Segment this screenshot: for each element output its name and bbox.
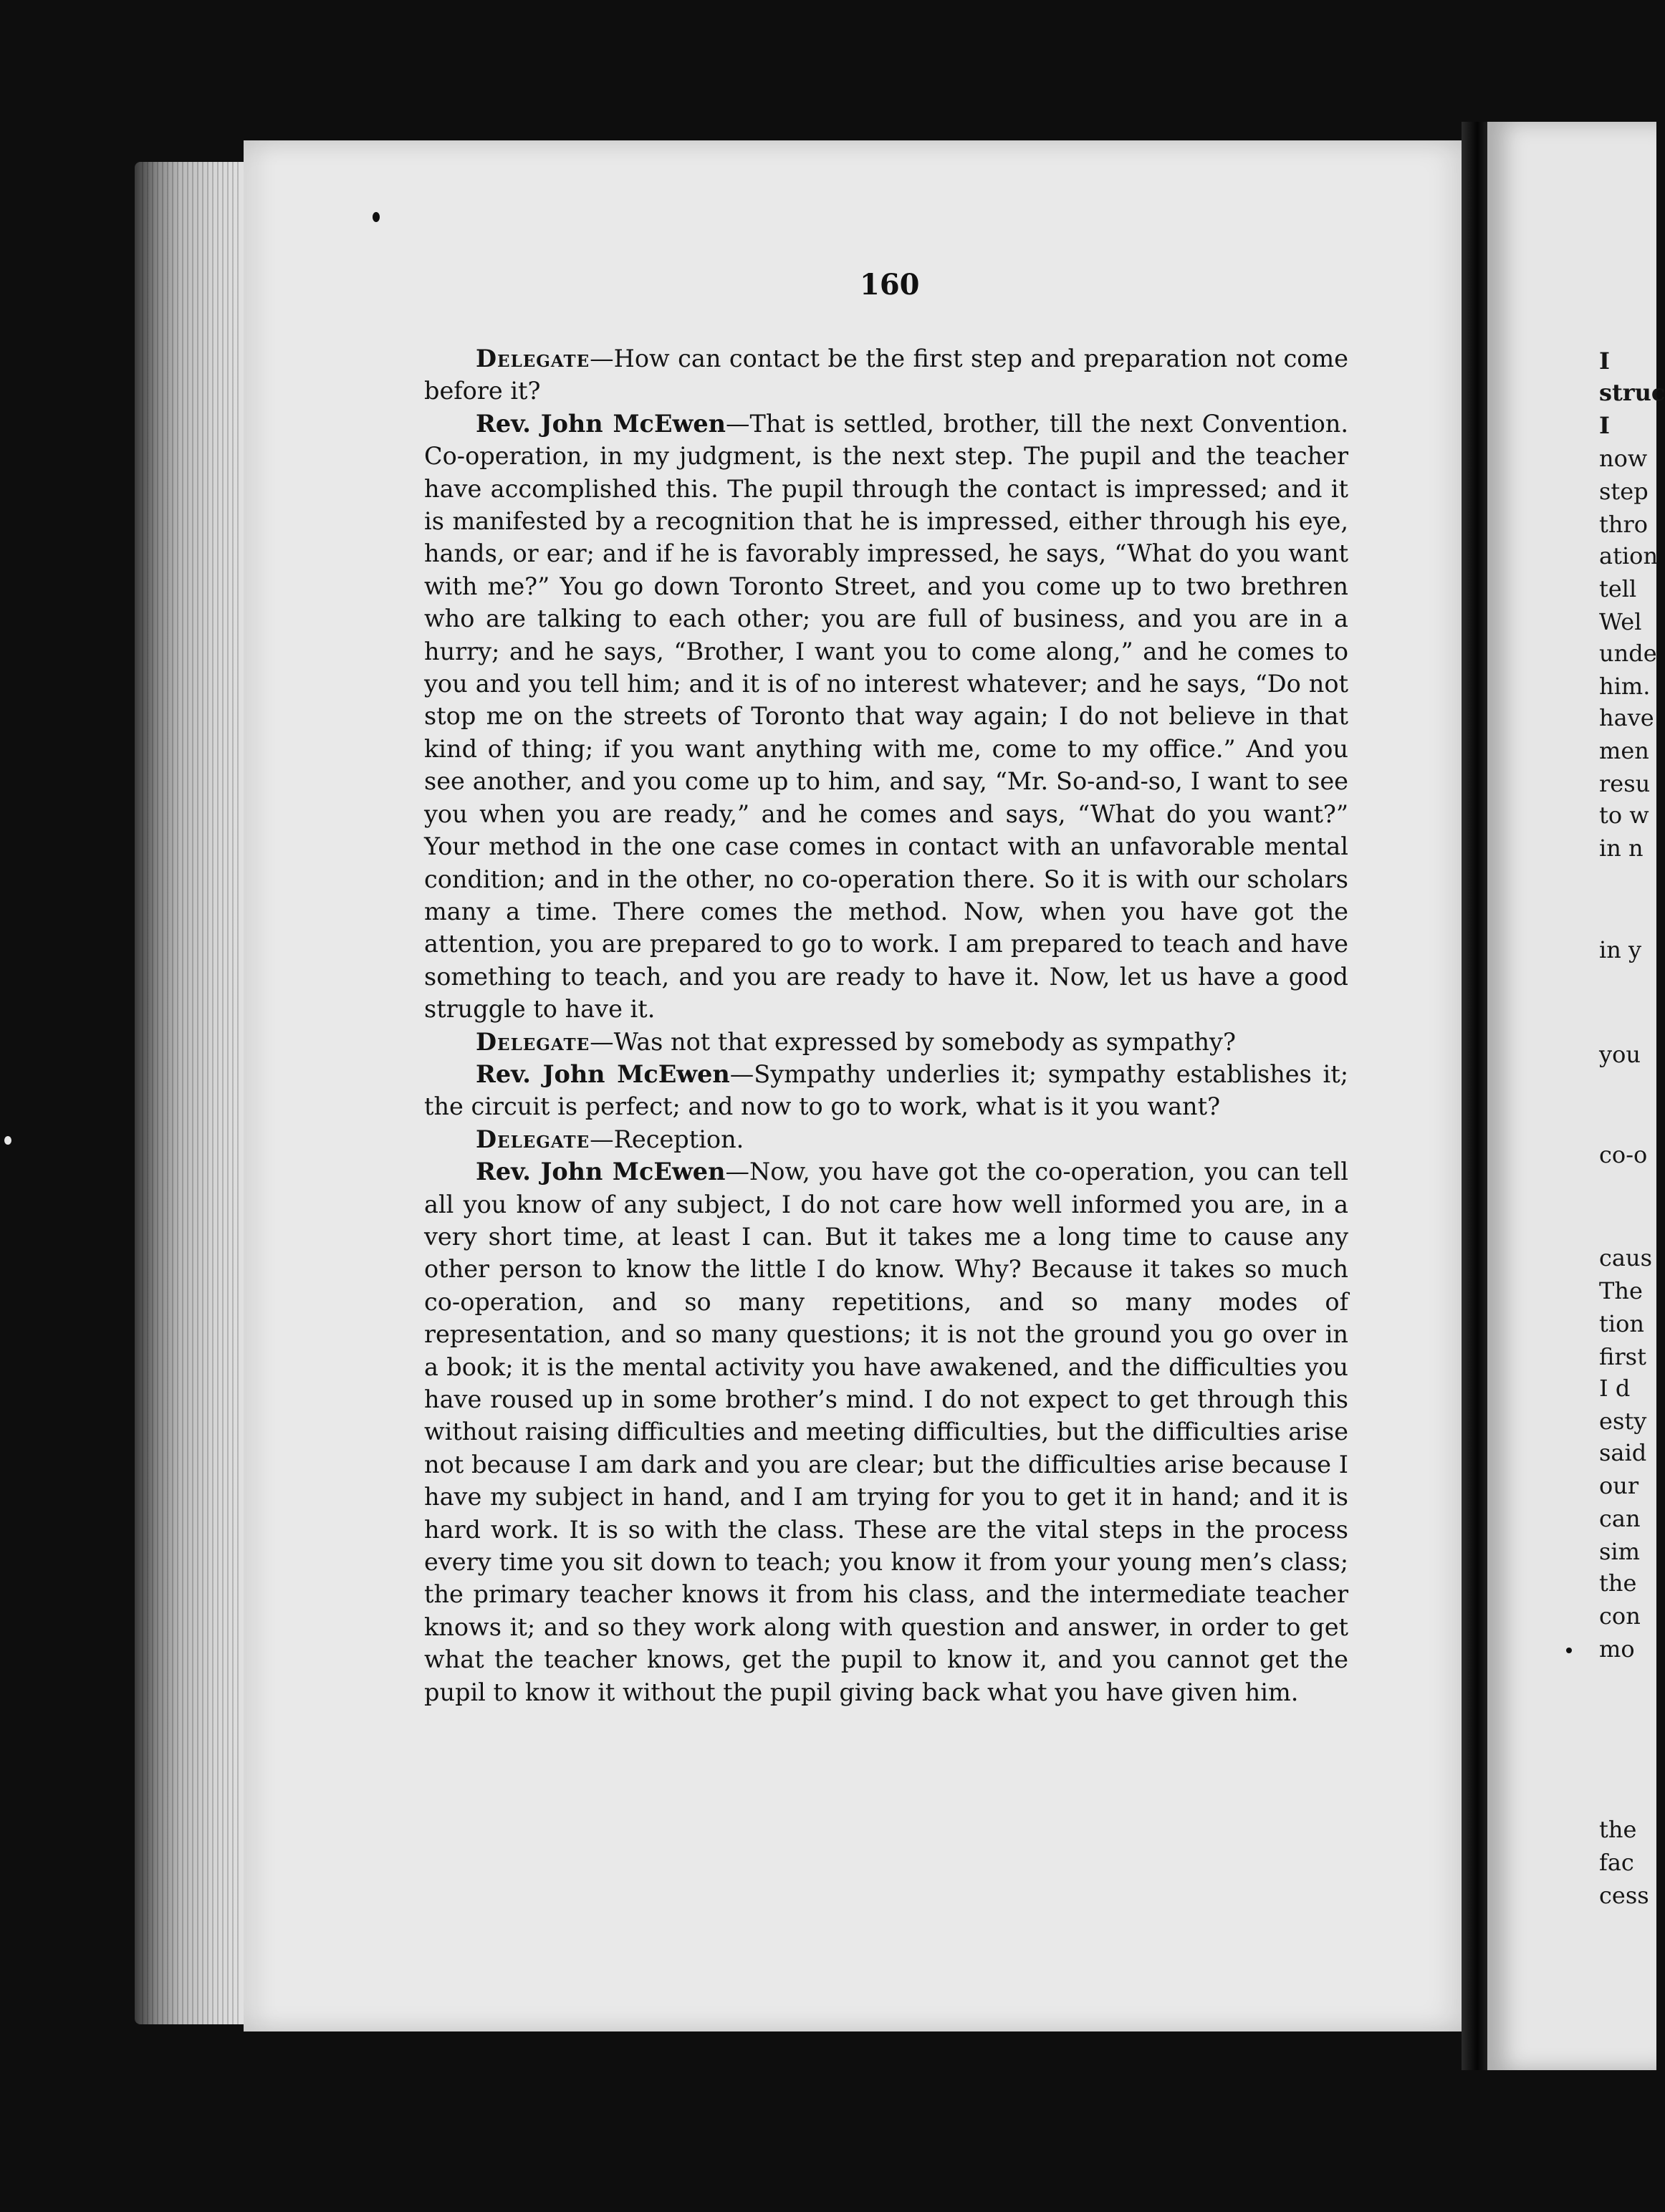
paragraph: [424, 1123, 1348, 1155]
paragraph-text: —Reception.: [590, 1125, 744, 1153]
right-fragment-line: struc: [1599, 379, 1665, 406]
ink-speck: [1566, 1648, 1572, 1653]
speaker-name: Delegate: [476, 345, 590, 372]
speaker-name: Delegate: [476, 1125, 590, 1153]
speaker-name: Delegate: [476, 1027, 590, 1056]
page-stack-edge: [135, 162, 249, 2024]
right-fragment-line: mo: [1599, 1635, 1635, 1663]
right-fragment-line: cess: [1599, 1882, 1649, 1909]
paragraph-text: —How can contact be the first step and preparation not come before it?: [424, 345, 1348, 405]
right-fragment-line: our: [1599, 1472, 1639, 1499]
paragraph: [424, 1155, 1348, 1708]
right-fragment-line: him.: [1599, 673, 1651, 700]
right-fragment-line: con: [1599, 1602, 1641, 1630]
speaker-name: Rev. John McEwen: [476, 1158, 726, 1186]
right-fragment-line: said: [1599, 1439, 1647, 1466]
speaker-name: Rev. John McEwen: [476, 409, 726, 438]
right-fragment-line: I: [1599, 347, 1610, 375]
right-fragment-line: to w: [1599, 802, 1649, 829]
right-fragment-line: tion: [1599, 1310, 1644, 1337]
right-fragment-line: first: [1599, 1343, 1646, 1370]
paragraph: [424, 342, 1348, 408]
right-fragment-line: ation: [1599, 542, 1659, 569]
right-fragment-line: esty: [1599, 1408, 1647, 1435]
right-fragment-line: The: [1599, 1277, 1643, 1304]
right-fragment-line: I d: [1599, 1375, 1631, 1402]
body-text: [424, 342, 1348, 1708]
right-fragment-line: I: [1599, 412, 1610, 439]
right-fragment-line: thro: [1599, 511, 1649, 538]
right-fragment-line: can: [1599, 1505, 1641, 1532]
paragraph: [424, 408, 1348, 1026]
paragraph: [424, 1026, 1348, 1058]
right-fragment-line: Wel: [1599, 608, 1642, 635]
right-page-fragment: [1487, 122, 1665, 2070]
right-fragment-line: men: [1599, 737, 1649, 764]
right-fragment-line: fac: [1599, 1849, 1634, 1876]
speaker-name: Rev. John McEwen: [476, 1059, 730, 1088]
right-fragment-line: you: [1599, 1041, 1641, 1068]
paragraph-text: —Was not that expressed by somebody as sympathy?: [590, 1027, 1236, 1056]
right-fragment-line: have: [1599, 704, 1654, 731]
right-fragment-line: unde: [1599, 640, 1657, 667]
paragraph-text: —That is settled, brother, till the next Convention. Co-operation, in my judgment, is the next step. The pupil and the teacher have accomplished this. The pupil through the contact is impressed; and it is manifested by a recognition that he is impressed, either through his eye, hands, or ear; and if he is favorably impressed, he says, “What do you want with me?” You go down Toronto Street, and you come up to two brethren who are talking to each other; you are full of business, and you are in a hurry; and he says, “Brother, I want you to come along,” and he comes to you and you tell him; and it is of no interest whatever; and he says, “Do not stop me on the streets of Toronto that way again; I do not believe in that kind of thing; if you want anything with me, come to my office.” And you see another, and you come up to him, and say, “Mr. So-and-so, I want to see you when you are ready,” and he comes and says, “What do you want?” Your method in the one case comes in contact with an unfavorable mental condition; and in the other, no co-operation there. So it is with our scholars many a time. There comes the method. Now, when you have got the attention, you are prepared to go to work. I am prepared to teach and have something to teach, and you are ready to have it. Now, let us have a good struggle to have it.: [424, 409, 1348, 1024]
right-fragment-line: the: [1599, 1569, 1637, 1597]
right-fragment-line: step: [1599, 478, 1649, 505]
paragraph-text: —Now, you have got the co-operation, you can tell all you know of any subject, I do not care how well informed you are, in a very short time, at least I can. But it takes me a long time to cause any other person to know the little I do know. Why? Because it takes so much co-operation, and so many repetitions, and so many modes of representation, and so many questions; it is not the ground you go over in a book; it is the mental activity you have awakened, and the difficulties you have roused up in some brother’s mind. I do not expect to get through this without raising difficulties and meeting difficulties, but the difficulties arise not because I am dark and you are clear; but the difficulties arise because I have my subject in hand, and I am trying for you to get it in hand; and it is hard work. It is so with the class. These are the vital steps in the process every time you sit down to teach; you know it from your young men’s class; the primary teacher knows it from his class, and the intermediate teacher knows it; and so they work along with question and answer, in order to get what the teacher knows, get the pupil to know it, and you cannot get the pupil to know it without the pupil giving back what you have given him.: [424, 1158, 1348, 1706]
page-number: 160: [860, 268, 920, 302]
right-fragment-line: sim: [1599, 1538, 1640, 1565]
paragraph: [424, 1058, 1348, 1123]
right-fragment-line: the: [1599, 1816, 1637, 1843]
right-fragment-line: co-o: [1599, 1141, 1648, 1168]
book-gutter: [1462, 122, 1487, 2070]
right-fragment-line: in y: [1599, 936, 1642, 963]
right-fragment-line: in n: [1599, 835, 1644, 862]
ink-speck: [4, 1136, 11, 1145]
right-fragment-line: now: [1599, 445, 1648, 472]
paragraph-text: —Sympathy underlies it; sympathy establishes it; the circuit is perfect; and now to go to work, what is it you want?: [424, 1059, 1348, 1121]
right-fragment-line: resu: [1599, 770, 1651, 797]
right-fragment-line: tell: [1599, 575, 1637, 602]
ink-speck: [373, 212, 380, 222]
right-fragment-line: caus: [1599, 1244, 1653, 1271]
